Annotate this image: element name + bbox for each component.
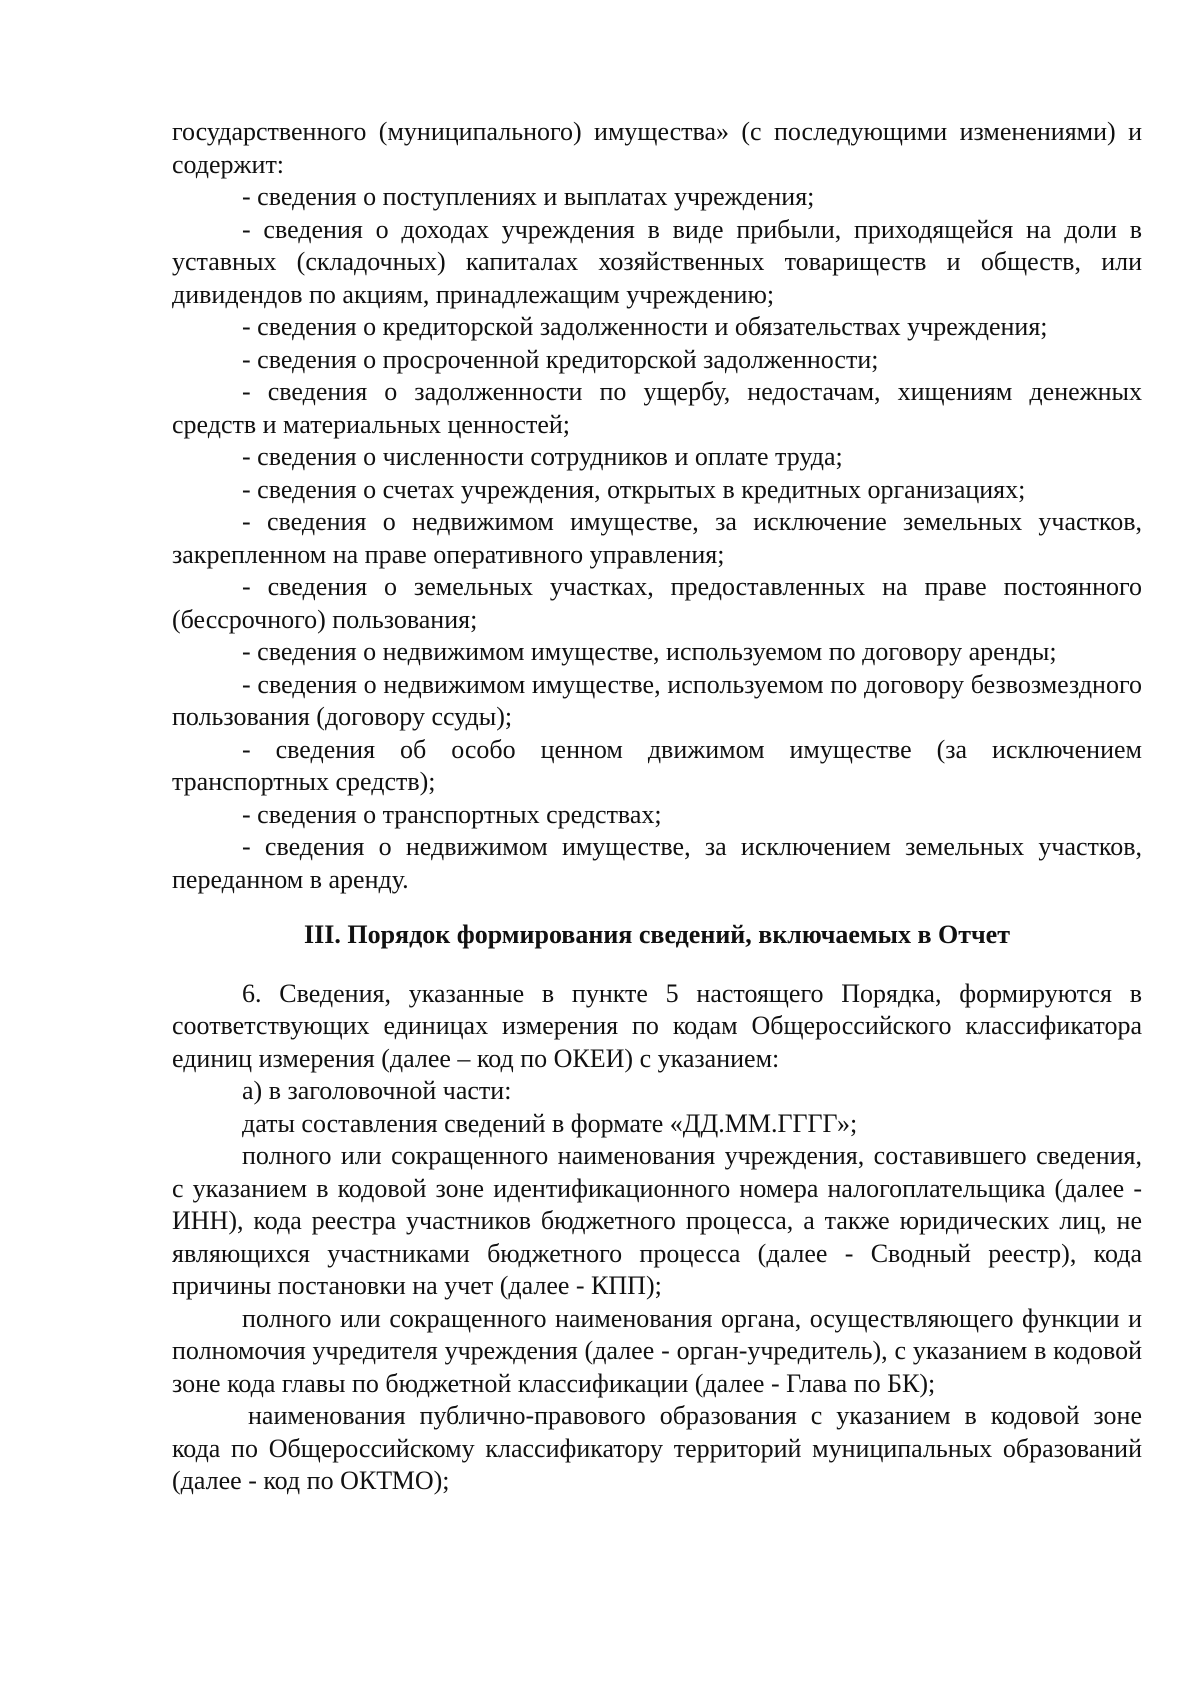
paragraph-intro: государственного (муниципального) имущества» (с последующими изменениями) и содержит: bbox=[172, 117, 1142, 179]
paragraph: наименования публично-правового образования с указанием в кодовой зоне кода по Общероссийскому классификатору территорий муниципальных образований (далее - код по ОКТМО); bbox=[172, 1401, 1142, 1495]
list-item: - сведения о просроченной кредиторской задолженности; bbox=[242, 344, 879, 374]
list-item: - сведения о доходах учреждения в виде прибыли, приходящейся на доли в уставных (складочных) капиталах хозяйственных товариществ и обществ, или дивидендов по акциям, принадлежащим учреждению; bbox=[172, 214, 1142, 309]
list-item: - сведения о недвижимом имуществе, за исключение земельных участков, закрепленном на праве оперативного управления; bbox=[172, 507, 1142, 569]
list-item: - сведения о транспортных средствах; bbox=[242, 799, 662, 829]
list-item: - сведения об особо ценном движимом имуществе (за исключением транспортных средств); bbox=[172, 734, 1142, 796]
list-item: - сведения о задолженности по ущербу, недостачам, хищениям денежных средств и материальных ценностей; bbox=[172, 377, 1142, 439]
list-item: - сведения о недвижимом имуществе, используемом по договору безвозмездного пользования (договору ссуды); bbox=[172, 669, 1142, 731]
list-item: - сведения о недвижимом имуществе, используемом по договору аренды; bbox=[242, 637, 1057, 666]
paragraph: а) в заголовочной части: bbox=[242, 1076, 512, 1105]
list-item: - сведения о земельных участках, предоставленных на праве постоянного (бессрочного) пользования; bbox=[172, 572, 1142, 634]
paragraph: полного или сокращенного наименования органа, осуществляющего функции и полномочия учредителя учреждения (далее - орган-учредитель), с указанием в кодовой зоне кода главы по бюджетной классификации (далее - Глава по БК); bbox=[172, 1303, 1142, 1398]
section-heading: III. Порядок формирования сведений, включаемых в Отчет bbox=[304, 920, 1010, 949]
list-item: - сведения о численности сотрудников и оплате труда; bbox=[242, 442, 843, 471]
paragraph: даты составления сведений в формате «ДД.ММ.ГГГГ»; bbox=[242, 1108, 858, 1138]
paragraph: 6. Сведения, указанные в пункте 5 настоящего Порядка, формируются в соответствующих единицах измерения по кодам Общероссийского классификатора единиц измерения (далее – код по ОКЕИ) с указанием: bbox=[172, 978, 1142, 1073]
list-item: - сведения о недвижимом имуществе, за исключением земельных участков, переданном в аренду. bbox=[172, 832, 1142, 894]
document-page bbox=[172, 116, 1142, 1498]
list-item: - сведения о поступлениях и выплатах учреждения; bbox=[242, 182, 815, 211]
paragraph: полного или сокращенного наименования учреждения, составившего сведения, с указанием в кодовой зоне идентификационного номера налогоплательщика (далее - ИНН), кода реестра участников бюджетного процесса, а также юридических лиц, не являющихся участниками бюджетного процесса (далее - Сводный реестр), кода причины постановки на учет (далее - КПП); bbox=[172, 1141, 1142, 1300]
list-item: - сведения о кредиторской задолженности и обязательствах учреждения; bbox=[242, 312, 1048, 341]
list-item: - сведения о счетах учреждения, открытых в кредитных организациях; bbox=[242, 474, 1026, 504]
